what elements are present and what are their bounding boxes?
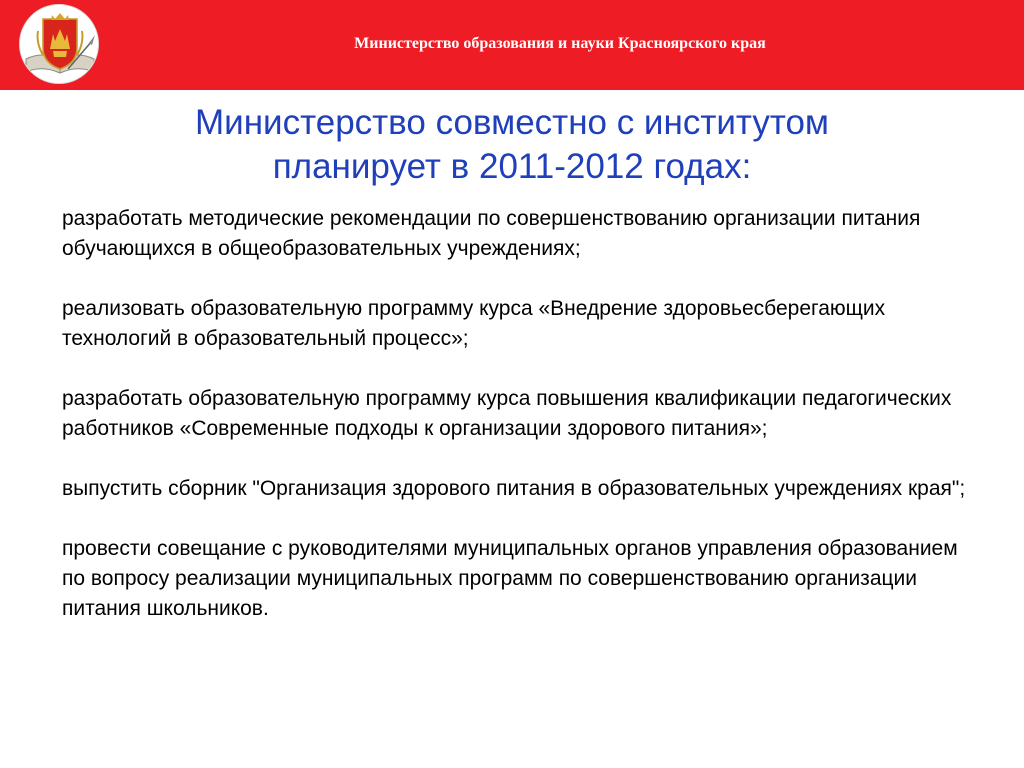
slide-title-line-2: планирует в 2011-2012 годах:: [272, 147, 752, 186]
plan-item: выпустить сборник "Организация здорового питания в образовательных учреждениях края";: [62, 477, 966, 500]
plan-item: разработать образовательную программу курса повышения квалификации педагогических работников «Современные подходы к организации здорового питания»;: [62, 387, 952, 440]
ministry-name: Министерство образования и науки Красноярского края: [354, 35, 766, 52]
plan-items-list: [62, 204, 982, 624]
header-bar: [0, 0, 1024, 90]
ministry-logo: [19, 4, 99, 84]
plan-item: разработать методические рекомендации по совершенствованию организации питания обучающихся в общеобразовательных учреждениях;: [62, 207, 921, 260]
plan-item: реализовать образовательную программу курса «Внедрение здоровьесберегающих технологий в образовательный процесс»;: [62, 297, 886, 350]
plan-item: провести совещание с руководителями муниципальных органов управления образованием по вопросу реализации муниципальных программ по совершенствованию организации питания школьников.: [62, 537, 958, 620]
slide-title: [112, 101, 912, 189]
slide-title-line-1: Министерство совместно с институтом: [195, 103, 829, 142]
coat-of-arms-book-quill-icon: [20, 5, 99, 84]
